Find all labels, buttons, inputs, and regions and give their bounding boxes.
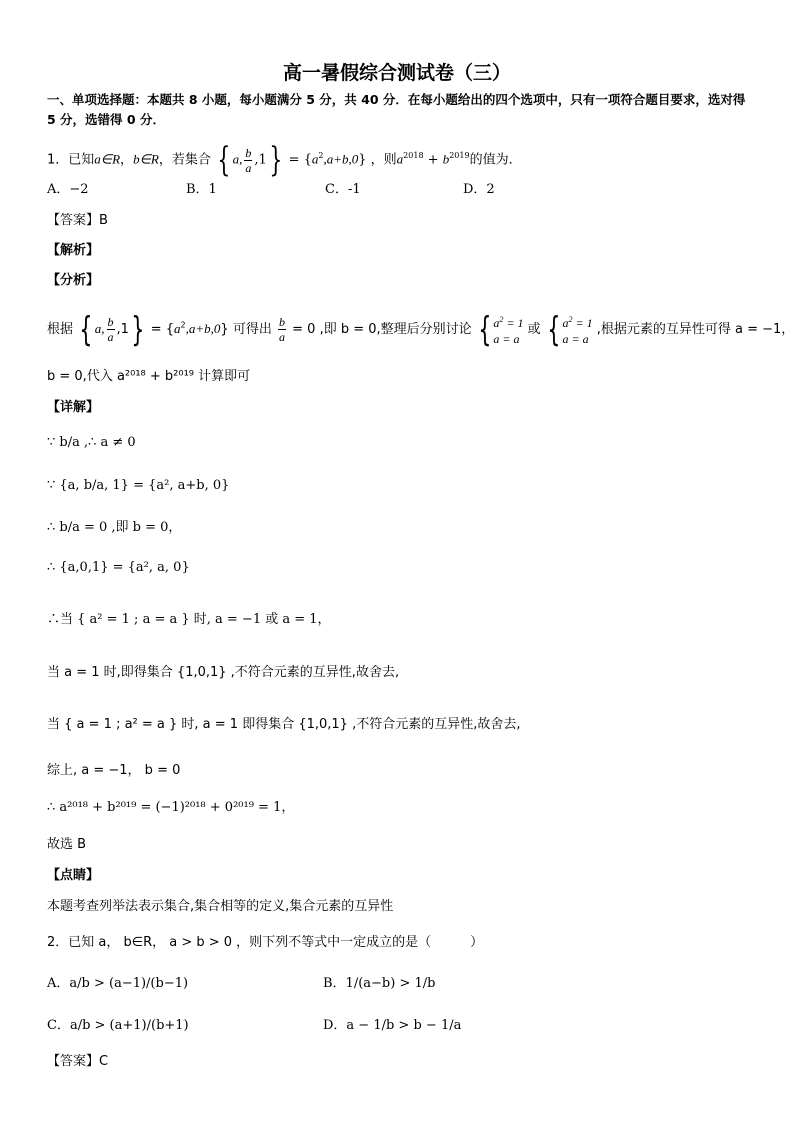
- xiangjie-heading: 【详解】: [47, 400, 100, 415]
- q2-option-b: B．1/(a−b) > 1/b: [323, 976, 436, 991]
- detail-step-1: ∵ b/a ,∴ a ≠ 0: [47, 435, 136, 450]
- q1-option-c: C．-1: [325, 182, 361, 197]
- fenxi-p4: 或: [527, 322, 541, 337]
- q1-option-a: A．−2: [47, 182, 89, 197]
- q2-option-c: C．a/b > (a+1)/(b+1): [47, 1018, 189, 1033]
- q1-cond-b: b∈R: [133, 151, 159, 167]
- fenxi-line-2: b = 0,代入 a²⁰¹⁸ + b²⁰¹⁹ 计算即可: [47, 369, 251, 384]
- q1-option-d: D．2: [463, 182, 495, 197]
- q1-option-b: B．1: [186, 182, 217, 197]
- dianjing-heading: 【点睛】: [47, 868, 100, 883]
- q1-sep: ，: [120, 152, 134, 168]
- detail-step-4: ∴ {a,0,1} = {a², a, 0}: [47, 560, 190, 575]
- q1-answer: 【答案】B: [47, 213, 108, 228]
- q2-option-d: D．a − 1/b > b − 1/a: [323, 1018, 462, 1033]
- q1-cond-a: a∈R: [94, 151, 121, 167]
- fenxi-p2: 可得出: [232, 322, 272, 337]
- detail-step-9: ∴ a²⁰¹⁸ + b²⁰¹⁹ = (−1)²⁰¹⁸ + 0²⁰¹⁹ = 1，: [47, 800, 295, 815]
- q1-lead: 1．已知: [47, 152, 95, 168]
- detail-step-7: 当 { a = 1 ; a² = a } 时, a = 1 即得集合 {1,0,1} ,不符合元素的互异性,故舍去,: [47, 717, 521, 732]
- q1-mid: ，若集合: [158, 152, 211, 168]
- question-1: 1．已知a∈R，b∈R，若集合 { a, $\frac{b}{a}$ $,1\} = \{a^2,a+b,0\}$ ，则$a^{2018} + b^{2019}$的值为．: [47, 140, 522, 180]
- section-instructions: 一、单项选择题：本题共 8 小题，每小题满分 5 分，共 40 分．在每小题给出的四个选项中，只有一项符合题目要求，选对得 5 分，选错得 0 分．: [47, 92, 746, 127]
- fenxi-line-1: 根据 { a, $\frac{b}{a}$ $,1\} = \{a^2,a+b,0\}$ 可得出 $\frac{b}{a}$ = 0 ,即 b = 0,整理后分别讨论 { $a^2 = 1$ a = a 或 { $a^2 = 1$ a = a ,根据元素的互异性可得 a = −1，: [47, 309, 794, 350]
- detail-step-5: ∴当 { a² = 1 ; a = a } 时, a = −1 或 a = 1，: [47, 612, 331, 627]
- fenxi-p5: ,根据元素的互异性可得 a = −1，: [596, 322, 794, 337]
- page-title: 高一暑假综合测试卷（三）: [282, 62, 511, 84]
- q1-jiexi-heading: 【解析】: [47, 243, 100, 258]
- dianjing-text: 本题考查列举法表示集合,集合相等的定义,集合元素的互异性: [47, 899, 394, 914]
- detail-step-8: 综上, a = −1， b = 0: [47, 763, 181, 778]
- detail-step-6: 当 a = 1 时,即得集合 {1,0,1} ,不符合元素的互异性,故舍去,: [47, 665, 400, 680]
- question-2: 2．已知 a， b∈R， a > b > 0 ，则下列不等式中一定成立的是（ ）: [47, 935, 484, 950]
- detail-step-2: ∵ {a, b/a, 1} = {a², a+b, 0}: [47, 478, 230, 493]
- q2-option-a: A．a/b > (a−1)/(b−1): [47, 976, 189, 991]
- fenxi-p3: ,即 b = 0,整理后分别讨论: [319, 322, 472, 337]
- detail-step-3: ∴ b/a = 0 ,即 b = 0，: [47, 520, 182, 535]
- detail-step-10: 故选 B: [47, 837, 87, 852]
- q1-fenxi-heading: 【分析】: [47, 273, 100, 288]
- fenxi-p1: 根据: [47, 322, 74, 337]
- q2-answer: 【答案】C: [47, 1054, 109, 1069]
